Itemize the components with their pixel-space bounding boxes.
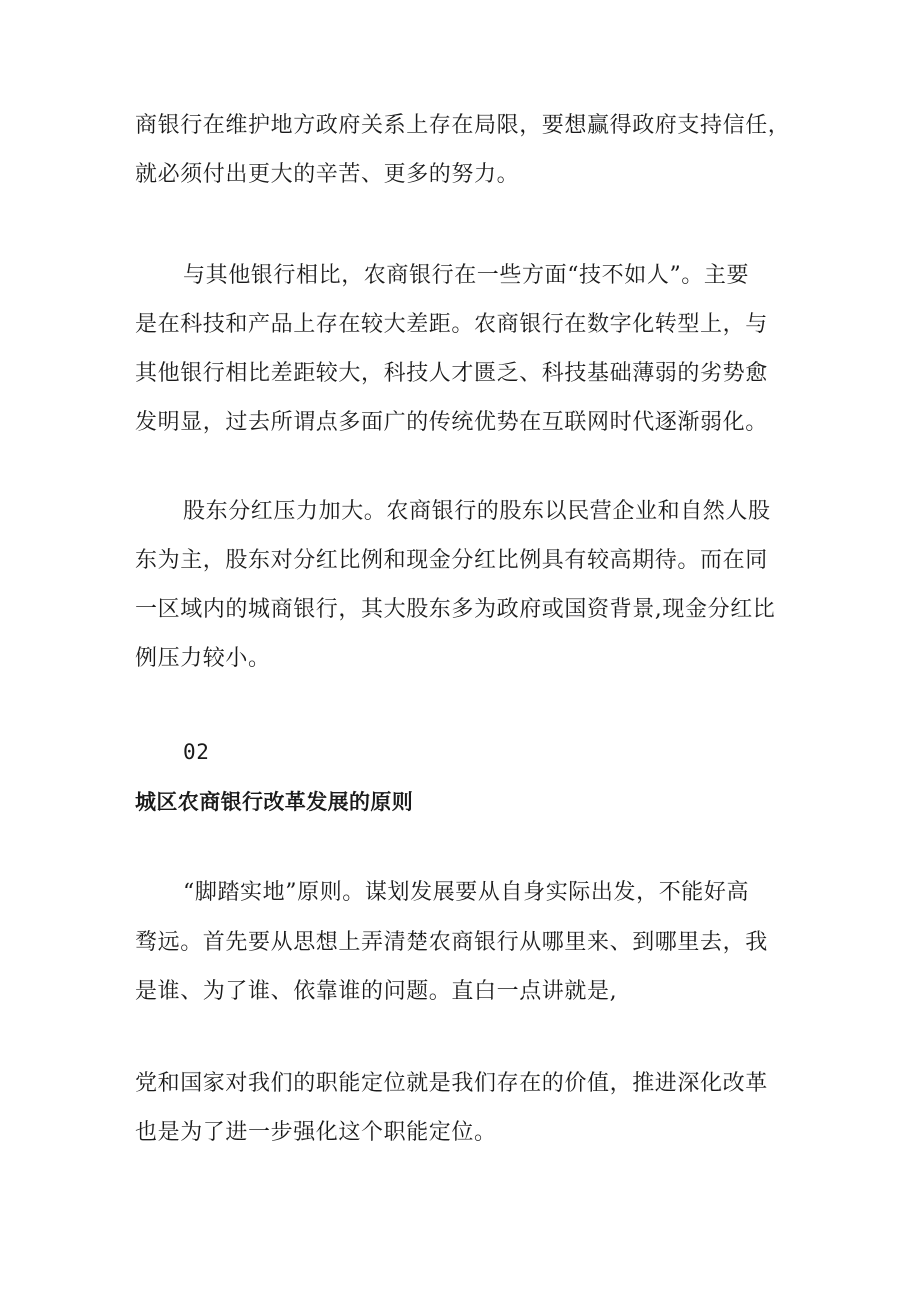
section-number: 02: [183, 740, 210, 764]
paragraph-2-line-3: 其他银行相比差距较大，科技人才匮乏、科技基础薄弱的劣势愈: [135, 361, 768, 386]
paragraph-1-line-1: 商银行在维护地方政府关系上存在局限，要想赢得政府支持信任，: [135, 113, 791, 138]
paragraph-3-line-2: 东为主，股东对分红比例和现金分红比例具有较高期待。而在同: [135, 548, 768, 573]
paragraph-5-line-1: 党和国家对我们的职能定位就是我们存在的价值，推进深化改革: [135, 1071, 768, 1096]
section-heading: 城区农商银行改革发展的原则: [135, 790, 414, 814]
paragraph-4-line-2: 骛远。首先要从思想上弄清楚农商银行从哪里来、到哪里去，我: [135, 930, 768, 955]
paragraph-3-line-1: 股东分红压力加大。农商银行的股东以民营企业和自然人股: [183, 499, 771, 524]
paragraph-4-line-3: 是谁、为了谁、依靠谁的问题。直白一点讲就是,: [135, 979, 618, 1004]
paragraph-1-line-2: 就必须付出更大的辛苦、更多的努力。: [135, 162, 520, 187]
paragraph-4-line-1: “脚踏实地”原则。谋划发展要从自身实际出发，不能好高: [183, 880, 750, 905]
paragraph-2-line-1: 与其他银行相比，农商银行在一些方面“技不如人”。主要: [183, 263, 750, 288]
paragraph-3-line-3: 一区域内的城商银行，其大股东多为政府或国资背景,现金分红比: [135, 597, 776, 622]
paragraph-2-line-2: 是在科技和产品上存在较大差距。农商银行在数字化转型上，与: [135, 312, 768, 337]
paragraph-2-line-4: 发明显，过去所谓点多面广的传统优势在互联网时代逐渐弱化。: [135, 410, 768, 435]
paragraph-5-line-2: 也是为了进一步强化这个职能定位。: [135, 1120, 497, 1145]
paragraph-3-line-4: 例压力较小。: [135, 646, 271, 671]
